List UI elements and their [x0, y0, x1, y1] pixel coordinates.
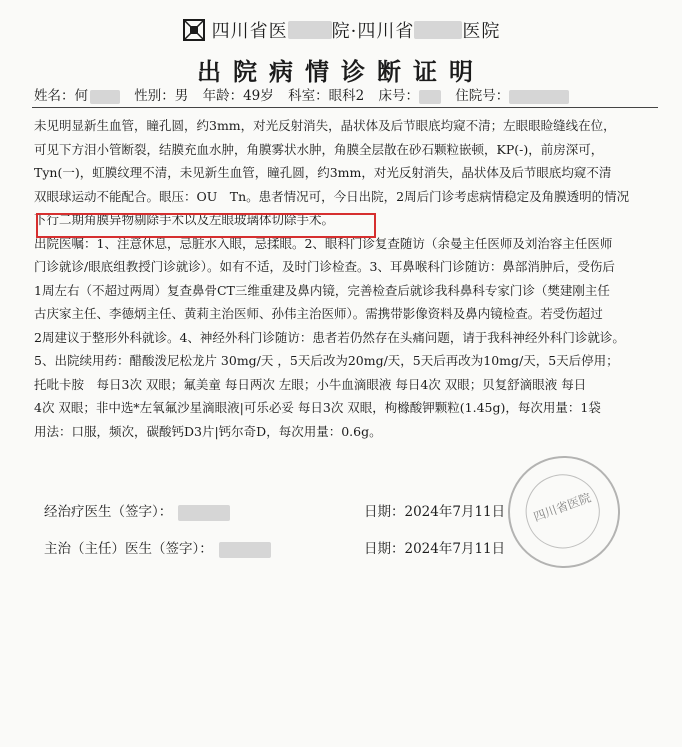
hospital-seal — [492, 440, 636, 584]
body-line: 出院医嘱：1、注意休息，忌脏水入眼，忌揉眼。2、眼科门诊复查随访（余曼主任医师及刘治容主任医师 — [34, 235, 613, 251]
redaction — [414, 21, 462, 39]
page-title: 出院病情诊断证明 — [197, 57, 485, 86]
highlighted-surgery-plan: 下行二期角膜异物剔除手术以及左眼玻璃体切除手术。 — [34, 212, 335, 227]
body-line: 托吡卡胺 每日3次 双眼；氟美童 每日两次 左眼；小牛血滴眼液 每日4次 双眼；贝复舒滴眼液 每日 — [34, 376, 587, 392]
patient-admission-number: 住院号： — [455, 88, 569, 104]
body-line: 用法：口服，频次，碳酸钙D3片|钙尔奇D，每次用量：0.6g。 — [34, 423, 382, 439]
diagnosis-body — [34, 114, 659, 443]
chief-date: 日期：2024年7月11日 — [364, 541, 506, 557]
signature-redaction — [219, 542, 271, 558]
redaction — [419, 90, 441, 104]
patient-sex: 性别：男 — [134, 88, 189, 104]
hospital-name — [0, 16, 682, 44]
redaction — [288, 21, 332, 39]
attending-label: 经治疗医生（签字）： — [44, 504, 173, 520]
body-line: 古庆家主任、李德炳主任、黄莉主治医师、孙伟主治医师）。需携带影像资料及鼻内镜检查。若受伤超过 — [34, 306, 603, 321]
chief-signature — [44, 537, 271, 558]
body-line: 未见明显新生血管，瞳孔圆，约3mm，对光反射消失，晶状体及后节眼底均窥不清；左眼眼睑缝线在位， — [34, 118, 616, 133]
body-line: Tyn(一)，虹膜纹理不清，未见新生血管，瞳孔圆，约3mm，对光反射消失，晶状体及后节眼底均窥不清 — [34, 165, 612, 180]
hospital-name-part1: 四川省医 — [211, 21, 288, 42]
document-header — [0, 16, 682, 84]
patient-bed: 床号： — [378, 88, 441, 104]
body-line: 双眼球运动不能配合。眼压：OU Tn。患者情况可，今日出院，2周后门诊考虑病情稳定及角膜透明的情况 — [34, 188, 630, 204]
hospital-name-part3: 医院 — [462, 21, 501, 42]
seal-text: 四川省医院 — [531, 490, 593, 525]
hospital-name-part2: 院·四川省 — [331, 21, 415, 42]
patient-age: 年龄：49岁 — [202, 88, 274, 104]
redaction — [90, 90, 120, 104]
red-highlight-box — [36, 213, 376, 238]
body-line: 门诊就诊/眼底组教授门诊就诊）。如有不适，及时门诊检查。3、耳鼻喉科门诊随访：鼻部消肿后，受伤后 — [34, 259, 615, 274]
patient-department: 科室：眼科2 — [288, 88, 365, 104]
hospital-logo-icon — [182, 18, 206, 42]
body-line: 5、出院续用药：醋酸泼尼松龙片 30mg/天 ，5天后改为20mg/天，5天后再改为10mg/天，5天后停用； — [34, 353, 619, 368]
header-divider — [32, 107, 658, 108]
body-line: 1周左右（不超过两周）复查鼻骨CT三维重建及鼻内镜，完善检查后就诊我科鼻科专家门诊（樊建刚主任 — [34, 282, 610, 298]
body-line: 4次 双眼；非中选*左氧氟沙星滴眼液|可乐必妥 每日3次 双眼，枸橼酸钾颗粒(1.45g)，每次用量：1袋 — [34, 400, 601, 415]
body-line: 2周建议于整形外科就诊。4、神经外科门诊随访：患者若仍然存在头痛问题，请于我科神经外科门诊就诊。 — [34, 329, 625, 345]
attending-date: 日期：2024年7月11日 — [364, 504, 506, 520]
patient-info-row — [34, 86, 654, 106]
patient-name: 姓名：何 — [34, 88, 120, 104]
redaction — [509, 90, 569, 104]
body-line: 可见下方泪小管断裂，结膜充血水肿，角膜雾状水肿，角膜全层散在砂石颗粒嵌顿，KP(-)，前房深可， — [34, 141, 604, 157]
attending-signature — [44, 500, 230, 521]
chief-label: 主治（主任）医生（签字）： — [44, 541, 213, 557]
signature-redaction — [178, 505, 230, 521]
